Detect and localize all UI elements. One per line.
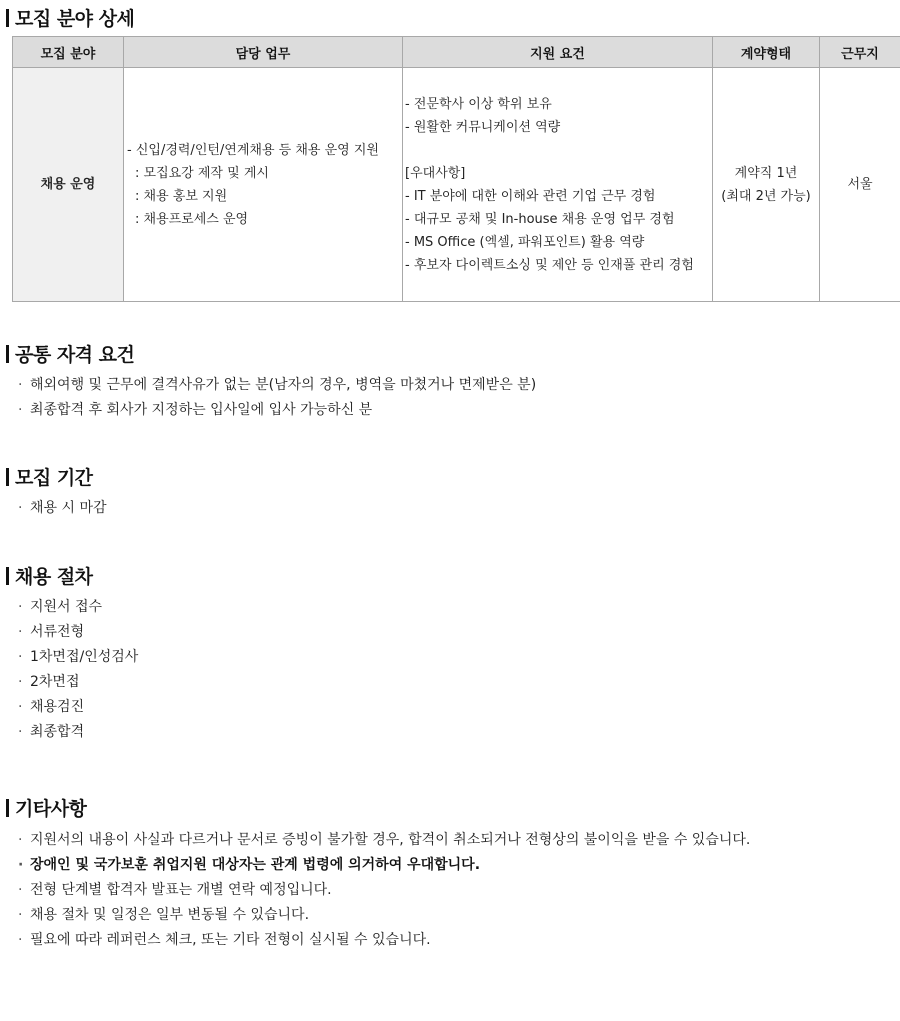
requirement-line: - 원활한 커뮤니케이션 역량	[405, 119, 561, 135]
header-location: 근무지	[820, 37, 900, 68]
preferred-title: [우대사항]	[405, 165, 466, 181]
bullet-dot: ·	[18, 882, 23, 898]
header-field: 모집 분야	[13, 37, 124, 68]
title-bar	[6, 567, 9, 585]
section-title-text: 모집 분야 상세	[15, 8, 135, 30]
section-title-etc	[6, 794, 86, 821]
duty-line: - 신입/경력/인턴/연계채용 등 채용 운영 지원	[127, 142, 379, 158]
list-item	[18, 645, 138, 670]
bullet-dot: ·	[18, 377, 23, 393]
section-title-text: 모집 기간	[15, 467, 93, 489]
bullet-dot: ·	[18, 857, 24, 873]
bullet-dot: ·	[18, 649, 23, 665]
list-item-text: 지원서의 내용이 사실과 다르거나 문서로 증빙이 불가할 경우, 합격이 취소되거나 전형상의 불이익을 받을 수 있습니다.	[30, 832, 751, 848]
list-item-text: 최종합격 후 회사가 지정하는 입사일에 입사 가능하신 분	[30, 402, 373, 418]
bullet-dot: ·	[18, 699, 23, 715]
header-contract: 계약형태	[713, 37, 820, 68]
section-title-detail	[6, 4, 134, 31]
list-item	[18, 373, 536, 398]
requirement-line: - 전문학사 이상 학위 보유	[405, 96, 552, 112]
list-item-text: 해외여행 및 근무에 결격사유가 없는 분(남자의 경우, 병역을 마쳤거나 면제받은 분)	[30, 377, 537, 393]
bullet-dot: ·	[18, 674, 23, 690]
list-item	[18, 398, 536, 423]
list-item	[18, 828, 750, 853]
cell-field: 채용 운영	[13, 68, 124, 302]
list-item	[18, 928, 750, 953]
list-item-text: 서류전형	[30, 624, 85, 640]
preferred-line: - MS Office (엑셀, 파워포인트) 활용 역량	[405, 234, 645, 250]
header-requirements: 지원 요건	[403, 37, 713, 68]
list-item-text: 1차면접/인성검사	[30, 649, 139, 665]
contract-line: 계약직 1년	[734, 165, 798, 181]
section-title-process	[6, 562, 93, 589]
cell-location: 서울	[820, 68, 900, 302]
title-bar	[6, 799, 9, 817]
list-item-text: 채용 시 마감	[30, 500, 107, 516]
table-header-row	[13, 37, 900, 68]
list-item-text: 채용검진	[30, 699, 85, 715]
table-row	[13, 68, 900, 302]
duty-line: : 채용프로세스 운영	[135, 211, 249, 227]
section-title-text: 공통 자격 요건	[15, 344, 135, 366]
bullet-dot: ·	[18, 402, 23, 418]
section-title-text: 기타사항	[15, 798, 87, 820]
etc-list	[18, 828, 750, 953]
bullet-dot: ·	[18, 932, 23, 948]
list-item	[18, 903, 750, 928]
list-item	[18, 595, 138, 620]
preferred-line: - IT 분야에 대한 이해와 관련 기업 근무 경험	[405, 188, 656, 204]
section-title-period	[6, 463, 93, 490]
bullet-dot: ·	[18, 500, 23, 516]
list-item-text: 지원서 접수	[30, 599, 103, 615]
list-item	[18, 720, 138, 745]
bullet-dot: ·	[18, 724, 23, 740]
title-bar	[6, 468, 9, 486]
duty-line: : 채용 홍보 지원	[135, 188, 228, 204]
list-item-text: 2차면접	[30, 674, 80, 690]
common-requirements-list	[18, 373, 536, 423]
preferred-line: - 후보자 다이렉트소싱 및 제안 등 인재풀 관리 경험	[405, 257, 694, 273]
cell-contract	[713, 68, 820, 302]
duty-line: : 모집요강 제작 및 게시	[135, 165, 269, 181]
bullet-dot: ·	[18, 599, 23, 615]
bullet-dot: ·	[18, 832, 23, 848]
list-item	[18, 496, 107, 521]
recruitment-detail-table	[12, 36, 900, 302]
list-item-emphasized	[18, 853, 750, 878]
process-list	[18, 595, 138, 745]
list-item	[18, 695, 138, 720]
list-item-text: 장애인 및 국가보훈 취업지원 대상자는 관계 법령에 의거하여 우대합니다.	[30, 857, 481, 873]
list-item-text: 전형 단계별 합격자 발표는 개별 연락 예정입니다.	[30, 882, 332, 898]
title-bar	[6, 345, 9, 363]
section-title-common	[6, 340, 134, 367]
contract-line: (최대 2년 가능)	[721, 188, 811, 204]
list-item	[18, 670, 138, 695]
list-item-text: 채용 절차 및 일정은 일부 변동될 수 있습니다.	[30, 907, 310, 923]
cell-requirements	[403, 68, 713, 302]
title-bar	[6, 9, 9, 27]
header-duties: 담당 업무	[124, 37, 403, 68]
list-item-text: 최종합격	[30, 724, 85, 740]
list-item-text: 필요에 따라 레퍼런스 체크, 또는 기타 전형이 실시될 수 있습니다.	[30, 932, 431, 948]
bullet-dot: ·	[18, 907, 23, 923]
list-item	[18, 620, 138, 645]
preferred-line: - 대규모 공채 및 In-house 채용 운영 업무 경험	[405, 211, 675, 227]
requirement-spacer	[405, 139, 712, 162]
list-item	[18, 878, 750, 903]
bullet-dot: ·	[18, 624, 23, 640]
section-title-text: 채용 절차	[15, 566, 93, 588]
cell-duties	[124, 68, 403, 302]
period-list	[18, 496, 107, 521]
